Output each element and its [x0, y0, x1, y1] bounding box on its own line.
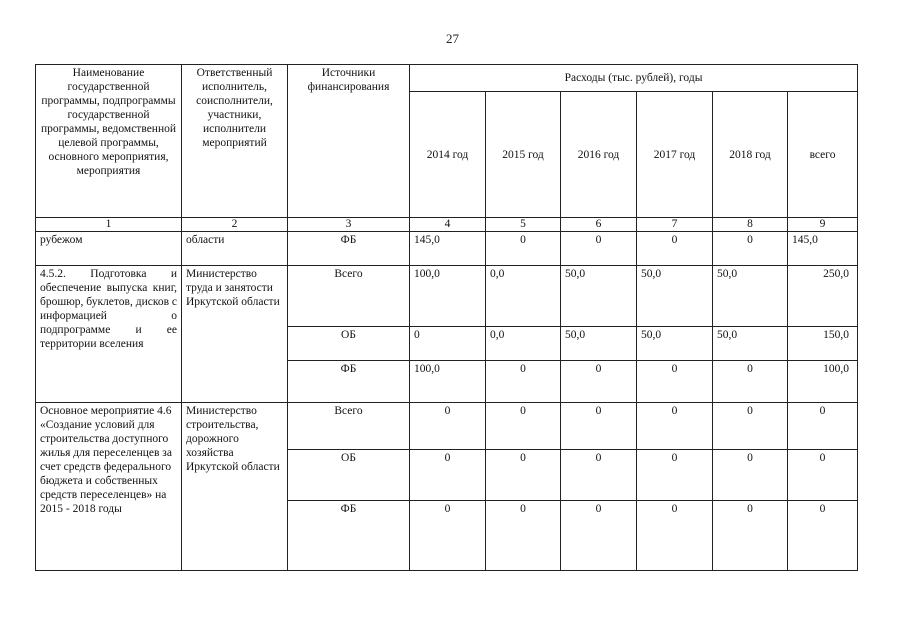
- header-total: всего: [788, 92, 858, 218]
- value-cell: 0: [561, 231, 637, 265]
- program-name-cell: Основное мероприятие 4.6 «Создание условий для строительства доступного жилья для переселенцев за счет средств федерального бюджета и собственных средств переселенцев» на 2015 - 2018 годы: [36, 402, 182, 570]
- funding-source-cell: ОБ: [288, 450, 410, 500]
- value-cell: 0: [713, 360, 788, 402]
- executor-cell: Министерство строительства, дорожного хозяйства Иркутской области: [182, 402, 288, 570]
- value-cell: 0: [788, 450, 858, 500]
- value-cell: 0: [637, 402, 713, 449]
- value-cell: 0: [713, 500, 788, 571]
- funding-source-cell: ФБ: [288, 360, 410, 402]
- column-number: 7: [637, 217, 713, 231]
- value-cell: 0: [410, 326, 486, 360]
- value-cell: 0,0: [486, 266, 561, 326]
- column-number: 3: [288, 217, 410, 231]
- column-number: 4: [410, 217, 486, 231]
- value-cell: 0: [486, 450, 561, 500]
- value-cell: 100,0: [788, 360, 858, 402]
- value-cell: 0: [637, 231, 713, 265]
- value-cell: 50,0: [561, 266, 637, 326]
- column-number: 9: [788, 217, 858, 231]
- value-cell: 0: [637, 360, 713, 402]
- value-cell: 0: [410, 402, 486, 449]
- value-cell: 50,0: [637, 326, 713, 360]
- header-year: 2015 год: [486, 92, 561, 218]
- value-cell: 100,0: [410, 360, 486, 402]
- value-cell: 0: [561, 402, 637, 449]
- value-cell: 0: [713, 450, 788, 500]
- value-cell: 0: [486, 402, 561, 449]
- program-name-cell: 4.5.2. Подготовка и обеспечение выпуска книг, брошюр, буклетов, дисков с информацией о подпрограмме и ее территории вселения: [36, 266, 182, 403]
- program-name-cell: рубежом: [36, 231, 182, 265]
- value-cell: 0: [486, 231, 561, 265]
- value-cell: 0: [713, 231, 788, 265]
- table-row: [36, 231, 858, 265]
- value-cell: 0: [713, 402, 788, 449]
- value-cell: 0: [410, 450, 486, 500]
- page-number: 27: [446, 31, 459, 46]
- value-cell: 0: [561, 450, 637, 500]
- header-executor: Ответственный исполнитель, соисполнители, участники, исполнители мероприятий: [182, 65, 288, 218]
- header-year: 2018 год: [713, 92, 788, 218]
- header-year: 2017 год: [637, 92, 713, 218]
- header-program-name: Наименование государственной программы, подпрограммы государственной программы, ведомственной целевой программы, основного мероприятия, мероприятия: [36, 65, 182, 218]
- column-number: 8: [713, 217, 788, 231]
- value-cell: 0,0: [486, 326, 561, 360]
- value-cell: 250,0: [788, 266, 858, 326]
- value-cell: 145,0: [788, 231, 858, 265]
- value-cell: 0: [410, 500, 486, 571]
- funding-source-cell: ФБ: [288, 231, 410, 265]
- funding-source-cell: ОБ: [288, 326, 410, 360]
- budget-table: [35, 64, 858, 571]
- value-cell: 0: [637, 450, 713, 500]
- value-cell: 0: [788, 500, 858, 571]
- column-number: 2: [182, 217, 288, 231]
- header-funding-source: Источники финансирования: [288, 65, 410, 218]
- header-year: 2016 год: [561, 92, 637, 218]
- value-cell: 150,0: [788, 326, 858, 360]
- value-cell: 0: [486, 500, 561, 571]
- funding-source-cell: ФБ: [288, 500, 410, 571]
- column-number: 6: [561, 217, 637, 231]
- table-row: [36, 266, 858, 326]
- executor-cell: Министерство труда и занятости Иркутской области: [182, 266, 288, 403]
- table-row: [36, 402, 858, 449]
- value-cell: 0: [561, 360, 637, 402]
- value-cell: 50,0: [561, 326, 637, 360]
- funding-source-cell: Всего: [288, 402, 410, 449]
- value-cell: 0: [637, 500, 713, 571]
- value-cell: 100,0: [410, 266, 486, 326]
- column-number: 1: [36, 217, 182, 231]
- value-cell: 0: [486, 360, 561, 402]
- value-cell: 0: [561, 500, 637, 571]
- value-cell: 145,0: [410, 231, 486, 265]
- column-number: 5: [486, 217, 561, 231]
- value-cell: 50,0: [637, 266, 713, 326]
- header-year: 2014 год: [410, 92, 486, 218]
- value-cell: 50,0: [713, 266, 788, 326]
- executor-cell: области: [182, 231, 288, 265]
- header-expenses: Расходы (тыс. рублей), годы: [410, 65, 858, 92]
- value-cell: 50,0: [713, 326, 788, 360]
- funding-source-cell: Всего: [288, 266, 410, 326]
- value-cell: 0: [788, 402, 858, 449]
